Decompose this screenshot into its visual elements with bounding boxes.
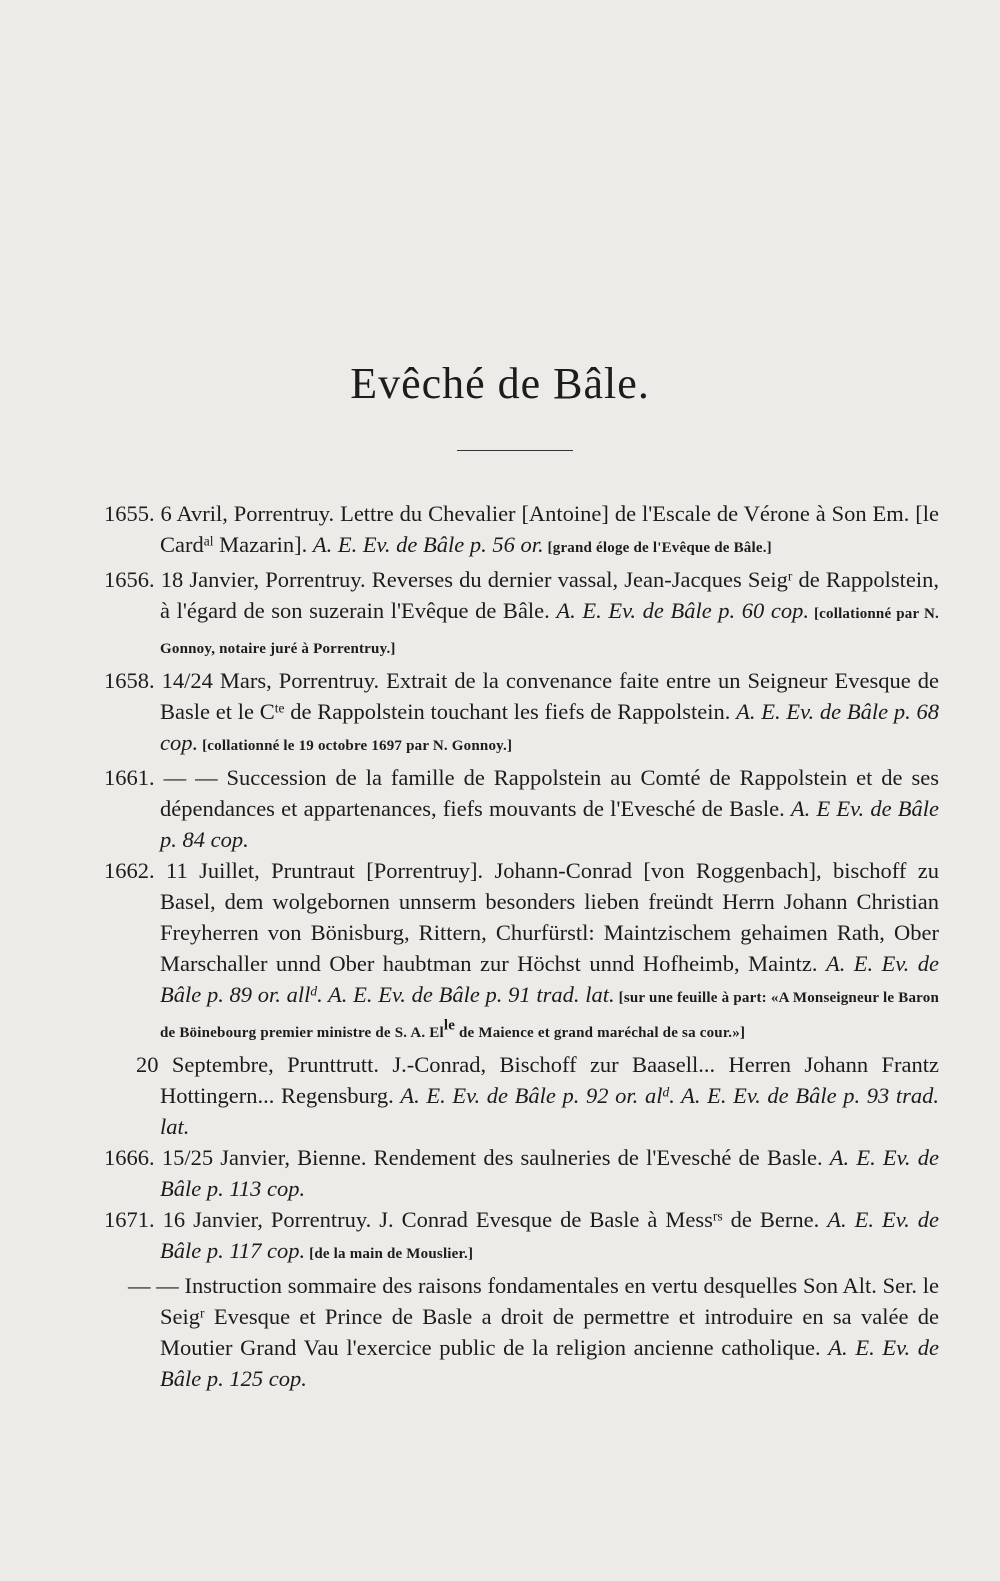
entry-text: 16 Janvier, Porrentruy. J. Conrad Evesque de Basle à Mess	[162, 1207, 713, 1232]
editorial-note: [grand éloge de l'Evêque de Bâle.]	[543, 540, 772, 556]
editorial-note: [de la main de Mouslier.]	[305, 1246, 474, 1262]
entry-text-cont: Mazarin].	[213, 532, 313, 557]
archive-reference: A. E. Ev. de Bâle p. 117 cop.	[160, 1207, 939, 1263]
entry-1671	[104, 1204, 939, 1270]
title-divider	[457, 450, 573, 451]
archive-reference: A. E. Ev. de Bâle p. 60 cop.	[556, 598, 810, 623]
superscript: r	[200, 1305, 205, 1321]
entry-text: 18 Janvier, Porrentruy. Reverses du dernier vassal, Jean-Jacques Seig	[160, 567, 788, 592]
entry-dash: — —	[128, 1273, 179, 1298]
archive-reference-cont: . A. E. Ev. de Bâle p. 91 trad. lat.	[317, 982, 615, 1007]
entry-year: 1671.	[104, 1207, 155, 1232]
archive-reference: A. E Ev. de Bâle p. 84 cop.	[160, 796, 939, 852]
archive-reference: A. E. Ev. de Bâle p. 113 cop.	[160, 1145, 939, 1201]
entry-1656	[104, 564, 939, 665]
entry-1671-instruction	[104, 1270, 939, 1394]
entry-text: 15/25 Janvier, Bienne. Rendement des saulneries de l'Evesché de Basle.	[161, 1145, 830, 1170]
entries-list	[104, 498, 939, 1394]
superscript: d	[662, 1084, 670, 1100]
superscript: d	[310, 983, 318, 999]
entry-text: 11 Juillet, Pruntraut [Porrentruy]. Johann-Conrad [von Roggenbach], bischoff zu Basel, dem wolgebornen unnserm besonders lieben freündt Herrn Johann Christian Freyherren von Bönisburg, Rittern, Churfürstl: Maintzischem gehaimen Rath, Ober Marschaller unnd Ober haubtman zur Höchst unnd Hofheimb, Maintz.	[160, 858, 939, 976]
archive-reference-cont: . A. E. Ev. de Bâle p. 93 trad. lat.	[160, 1083, 940, 1139]
entry-year: 1666.	[104, 1145, 155, 1170]
superscript: le	[443, 1017, 456, 1034]
entry-1661	[104, 762, 939, 855]
entry-text-cont: Evesque et Prince de Basle a droit de permettre et introduire en sa valée de Moutier Grand Vau l'exercice public de la religion ancienne catholique.	[160, 1304, 939, 1360]
entry-text: 14/24 Mars, Porrentruy. Extrait de la convenance faite entre un Seigneur Evesque de Basle et le C	[160, 668, 939, 724]
entry-text: 20 Septembre, Prunttrutt. J.-Conrad, Bischoff zur Baasell... Herren Johann Frantz Hottingern... Regensburg.	[136, 1052, 939, 1108]
entry-1666	[104, 1142, 939, 1204]
entry-1662-september	[104, 1049, 939, 1142]
superscript: te	[274, 700, 285, 716]
entry-year: 1655.	[104, 501, 155, 526]
entry-year: 1661.	[104, 765, 155, 790]
editorial-note: [collationné par N. Gonnoy, notaire juré à Porrentruy.]	[160, 606, 940, 657]
editorial-note-cont: de Maience et grand maréchal de sa cour.»]	[455, 1025, 746, 1041]
entry-text: Instruction sommaire des raisons fondamentales en vertu desquelles Son Alt. Ser. le Seig	[160, 1273, 939, 1329]
entry-1658	[104, 665, 939, 762]
editorial-note: [collationné le 19 octobre 1697 par N. Gonnoy.]	[198, 738, 513, 754]
editorial-note: [sur une feuille à part: «A Monseigneur le Baron de Böinebourg premier ministre de S. A. El	[160, 990, 939, 1041]
entry-year: 1656.	[104, 567, 155, 592]
archive-reference: A. E. Ev. de Bâle p. 125 cop.	[160, 1335, 939, 1391]
entry-year: 1658.	[104, 668, 155, 693]
entry-text: 6 Avril, Porrentruy. Lettre du Chevalier [Antoine] de l'Escale de Vérone à Son Em. [le Card	[160, 501, 939, 557]
superscript: r	[787, 568, 793, 584]
entry-year: 1662.	[104, 858, 155, 883]
archive-reference: A. E. Ev. de Bâle p. 92 or. al	[400, 1083, 663, 1108]
page-title: Evêché de Bâle.	[350, 359, 650, 408]
superscript: al	[203, 533, 214, 549]
entry-1655	[104, 498, 939, 564]
superscript: rs	[712, 1208, 723, 1224]
archive-reference: A. E. Ev. de Bâle p. 56 or.	[312, 532, 544, 557]
archive-reference: A. E. Ev. de Bâle p. 89 or. all	[160, 951, 939, 1007]
entry-text-cont: de Rappolstein touchant les fiefs de Rappolstein.	[284, 699, 737, 724]
archive-reference: A. E. Ev. de Bâle p. 68 cop.	[160, 699, 939, 755]
entry-text-cont: de Rappolstein, à l'égard de son suzerain l'Evêque de Bâle.	[160, 567, 940, 623]
entry-text-cont: de Berne.	[722, 1207, 828, 1232]
entry-text: — — Succession de la famille de Rappolstein au Comté de Rappolstein et de ses dépendances et appartenances, fiefs mouvants de l'Evesché de Basle.	[160, 765, 939, 821]
entry-1662	[104, 855, 939, 1049]
